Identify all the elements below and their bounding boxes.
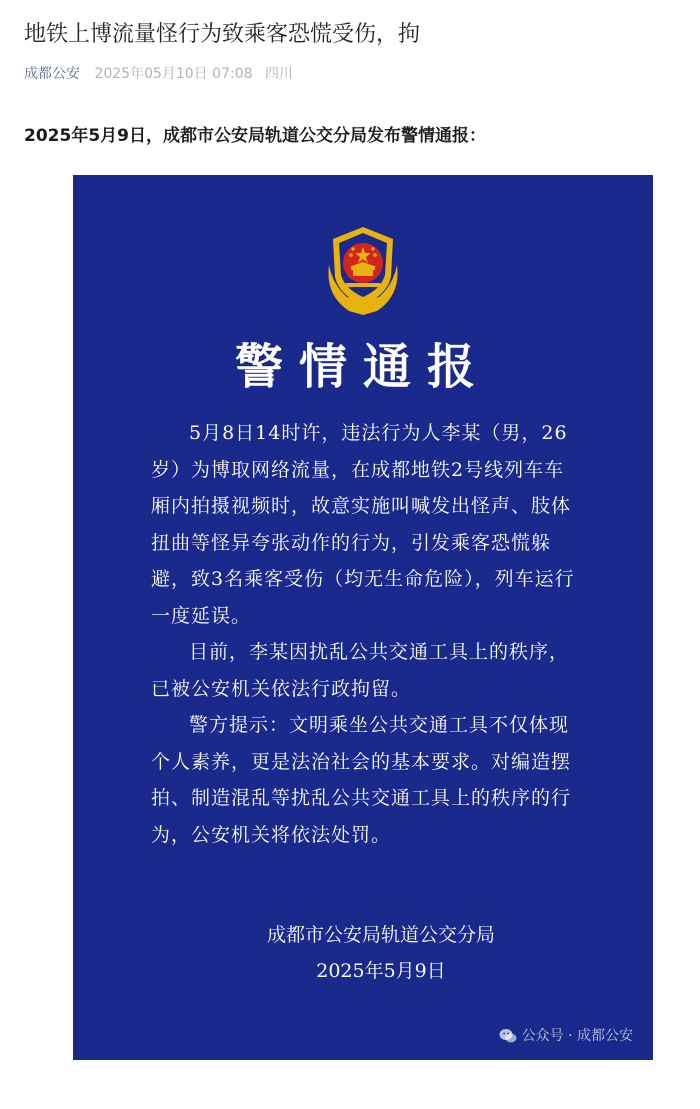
signature-organization: 成都市公安局轨道公交分局 [266,924,495,946]
notice-signature [73,917,653,989]
notice-body [151,415,579,853]
police-notice-image [73,175,653,1060]
watermark [499,1026,633,1046]
notice-heading: 警情通报 [234,339,491,395]
account-name-link[interactable]: 成都公安 [24,66,80,82]
article-meta [24,64,293,84]
publish-region: 四川 [264,66,293,82]
article-lead: 2025年5月9日，成都市公安局轨道公交分局发布警情通报： [24,126,486,146]
watermark-text: 公众号 · 成都公安 [521,1028,633,1044]
notice-paragraph-warning: 警方提示：文明乘坐公共交通工具不仅体现个人素养，更是法治社会的基本要求。对编造摆拍、制造混乱等扰乱公共交通工具上的秩序的行为，公安机关将依法处罚。 [151,714,572,846]
police-emblem-icon [319,225,407,317]
wechat-icon [499,1028,517,1044]
article-title: 地铁上博流量怪行为致乘客恐慌受伤，拘 [24,22,421,47]
signature-date: 2025年5月9日 [316,960,446,982]
publish-datetime: 2025年05月10日 07:08 [94,66,253,82]
notice-paragraph-incident: 5月8日14时许，违法行为人李某（男，26岁）为博取网络流量，在成都地铁2号线列车车厢内拍摄视频时，故意实施叫喊发出怪声、肢体扭曲等怪异夸张动作的行为，引发乘客恐慌躲避，致3名乘客受伤（均无生命危险），列车运行一度延误。 [151,422,575,627]
notice-paragraph-detention: 目前，李某因扰乱公共交通工具上的秩序，已被公安机关依法行政拘留。 [151,641,570,700]
